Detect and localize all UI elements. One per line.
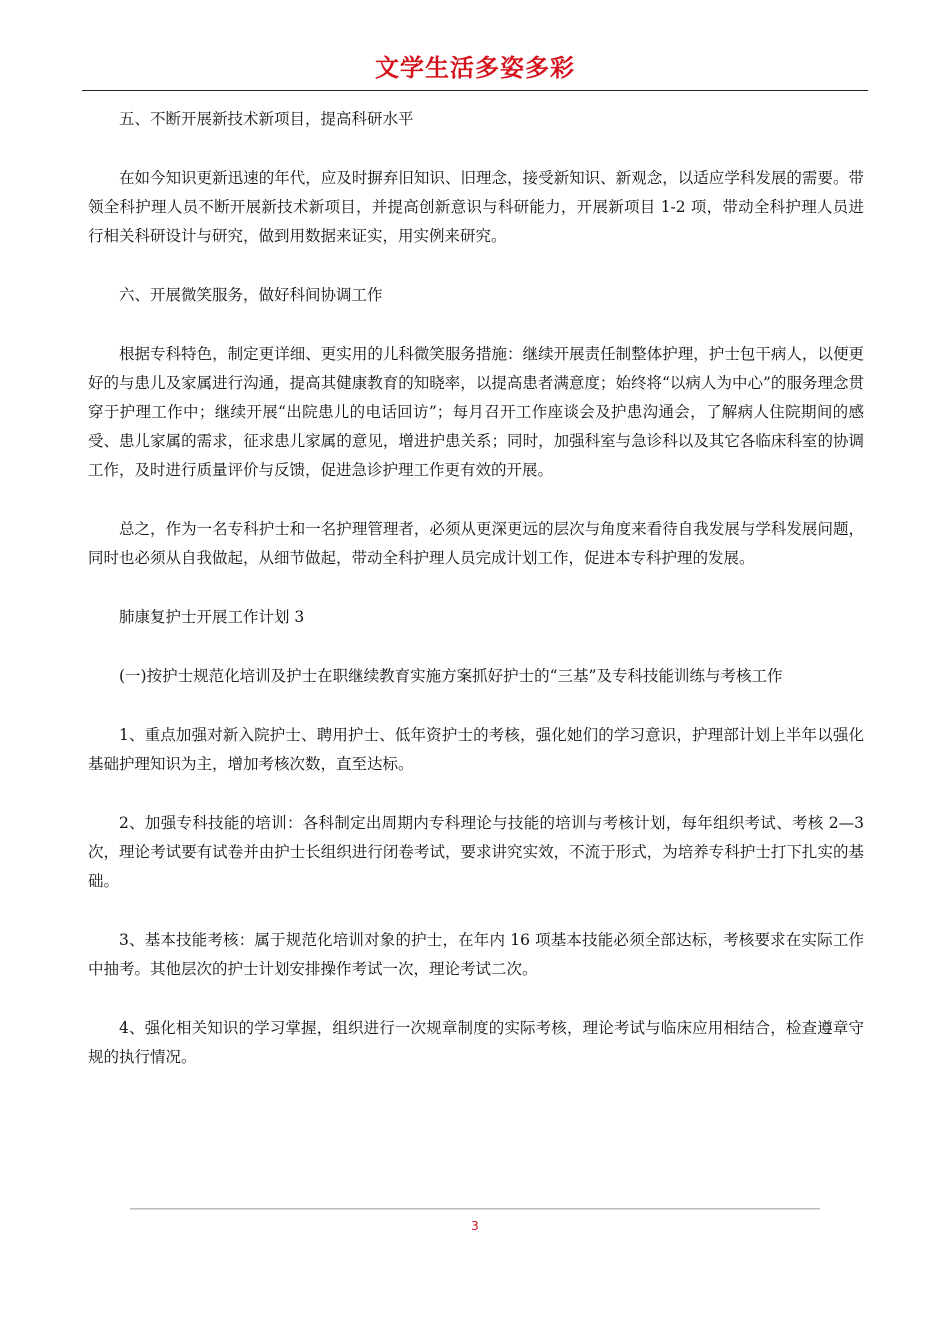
page-number: 3 — [471, 1219, 479, 1233]
header-divider — [82, 90, 868, 91]
paragraph: 根据专科特色，制定更详细、更实用的儿科微笑服务措施：继续开展责任制整体护理，护士包干病人，以便更好的与患儿及家属进行沟通，提高其健康教育的知晓率，以提高患者满意度；始终将“以病人为中心”的服务理念贯穿于护理工作中；继续开展“出院患儿的电话回访”；每月召开工作座谈会及护患沟通会，了解病人住院期间的感受、患儿家属的需求，征求患儿家属的意见，增进护患关系；同时，加强科室与急诊科以及其它各临床科室的协调工作，及时进行质量评价与反馈，促进急诊护理工作更有效的开展。 — [88, 345, 864, 479]
plan-title: 肺康复护士开展工作计划 3 — [119, 608, 305, 626]
section-heading-6: 六、开展微笑服务，做好科间协调工作 — [119, 286, 383, 304]
list-item: 2、加强专科技能的培训：各科制定出周期内专科理论与技能的培训与考核计划，每年组织考试、考核 2—3 次，理论考试要有试卷并由护士长组织进行闭卷考试，要求讲究实效，不流于形式，为培养专科护士打下扎实的基础。 — [88, 814, 864, 890]
paragraph: 在如今知识更新迅速的年代，应及时摒弃旧知识、旧理念，接受新知识、新观念，以适应学科发展的需要。带领全科护理人员不断开展新技术新项目，并提高创新意识与科研能力，开展新项目 1-2 项，带动全科护理人员进行相关科研设计与研究，做到用数据来证实，用实例来研究。 — [88, 169, 864, 245]
section-heading-1: (一)按护士规范化培训及护士在职继续教育实施方案抓好护士的“三基”及专科技能训练与考核工作 — [119, 667, 783, 685]
list-item: 3、基本技能考核：属于规范化培训对象的护士，在年内 16 项基本技能必须全部达标，考核要求在实际工作中抽考。其他层次的护士计划安排操作考试一次，理论考试二次。 — [88, 931, 864, 978]
document-body — [88, 105, 864, 1102]
paragraph: 总之，作为一名专科护士和一名护理管理者，必须从更深更远的层次与角度来看待自我发展与学科发展问题，同时也必须从自我做起，从细节做起，带动全科护理人员完成计划工作，促进本专科护理的发展。 — [88, 520, 864, 567]
document-header-title: 文学生活多姿多彩 — [375, 54, 575, 82]
section-heading-5: 五、不断开展新技术新项目，提高科研水平 — [119, 110, 414, 128]
list-item: 4、强化相关知识的学习掌握，组织进行一次规章制度的实际考核，理论考试与临床应用相结合，检查遵章守规的执行情况。 — [88, 1019, 864, 1066]
list-item: 1、重点加强对新入院护士、聘用护士、低年资护士的考核，强化她们的学习意识，护理部计划上半年以强化基础护理知识为主，增加考核次数，直至达标。 — [88, 726, 864, 773]
footer-divider — [130, 1208, 820, 1209]
